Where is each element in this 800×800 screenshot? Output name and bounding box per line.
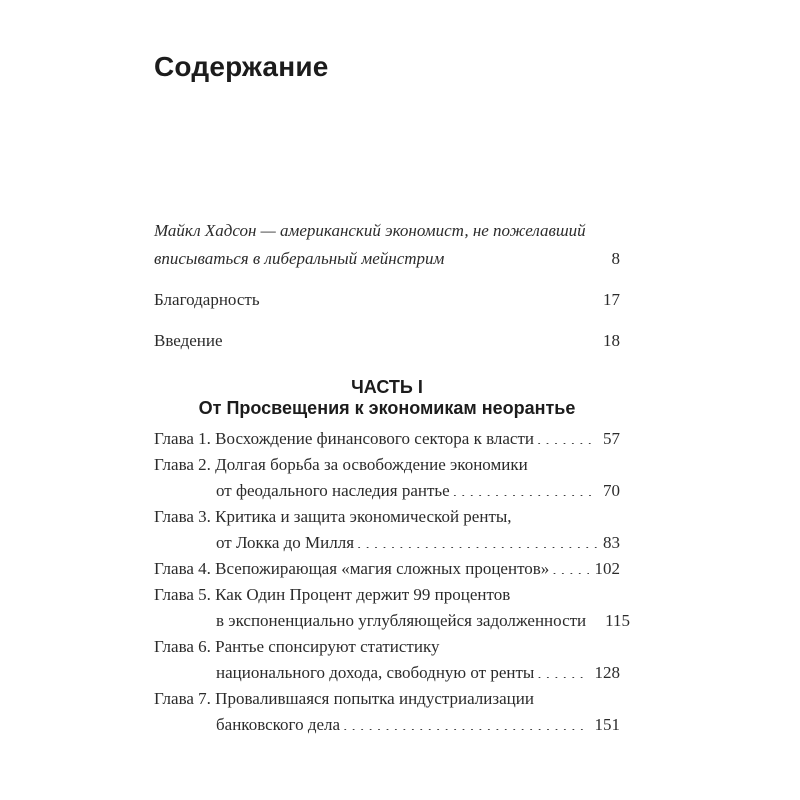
page-number: 151 [594, 715, 620, 734]
dot-leader [552, 557, 588, 574]
part-heading [154, 377, 620, 419]
dot-leader [226, 329, 597, 346]
dot-leader [453, 479, 597, 496]
toc-entry-text: Глава 5. Как Один Процент держит 99 процентов [154, 585, 511, 604]
toc-entry-chapter-5 [154, 582, 631, 634]
page-number: 57 [603, 429, 620, 448]
dot-leader [343, 713, 588, 730]
toc-entry-chapter-6 [154, 634, 620, 686]
page-number: 18 [603, 331, 620, 350]
page-number: 8 [611, 249, 620, 268]
dot-leader [537, 427, 597, 444]
toc-entry-text: Глава 3. Критика и защита экономической ренты, [154, 507, 512, 526]
dot-leader [537, 661, 588, 678]
page-number: 128 [594, 663, 620, 682]
part-kicker: ЧАСТЬ I [351, 377, 423, 397]
toc-entry-text: от Локка до Милля [216, 533, 355, 552]
table-of-contents [154, 217, 631, 738]
page-number: 70 [603, 481, 620, 500]
page-title: Содержание [154, 51, 329, 82]
toc-entry-text: Майкл Хадсон — американский экономист, не пожелавший [154, 221, 586, 240]
toc-entry-text: Глава 7. Провалившаяся попытка индустриализации [154, 689, 534, 708]
toc-entry-text: Введение [154, 331, 223, 350]
toc-entry-acknowledgements [154, 286, 620, 314]
toc-entry-text: национального дохода, свободную от ренты [216, 663, 535, 682]
toc-entry-intro [154, 217, 620, 273]
page-number: 115 [605, 611, 631, 630]
page-number: 17 [603, 290, 620, 309]
page-number: 83 [603, 533, 620, 552]
toc-entry-text: Благодарность [154, 290, 260, 309]
toc-entry-text: вписываться в либеральный мейнстрим [154, 249, 445, 268]
toc-entry-text: Глава 1. Восхождение финансового сектора к власти [154, 429, 534, 448]
toc-entry-text: Глава 2. Долгая борьба за освобождение экономики [154, 455, 528, 474]
toc-entry-text: в экспоненциально углубляющейся задолженности [216, 611, 587, 630]
toc-entry-chapter-7 [154, 686, 620, 738]
toc-entry-introduction [154, 327, 620, 355]
toc-entry-chapter-1 [154, 426, 620, 452]
dot-leader [447, 247, 605, 264]
chapter-list [154, 426, 631, 738]
dot-leader [357, 531, 597, 548]
part-title: От Просвещения к экономикам неорантье [198, 398, 576, 418]
toc-entry-chapter-4 [154, 556, 620, 582]
toc-entry-chapter-3 [154, 504, 620, 556]
dot-leader [263, 288, 597, 305]
toc-entry-chapter-2 [154, 452, 620, 504]
toc-entry-text: Глава 6. Рантье спонсируют статистику [154, 637, 440, 656]
dot-leader [589, 609, 599, 626]
toc-entry-text: от феодального наследия рантье [216, 481, 450, 500]
page-number: 102 [594, 559, 620, 578]
toc-entry-text: банковского дела [216, 715, 341, 734]
toc-entry-text: Глава 4. Всепожирающая «магия сложных процентов» [154, 559, 550, 578]
